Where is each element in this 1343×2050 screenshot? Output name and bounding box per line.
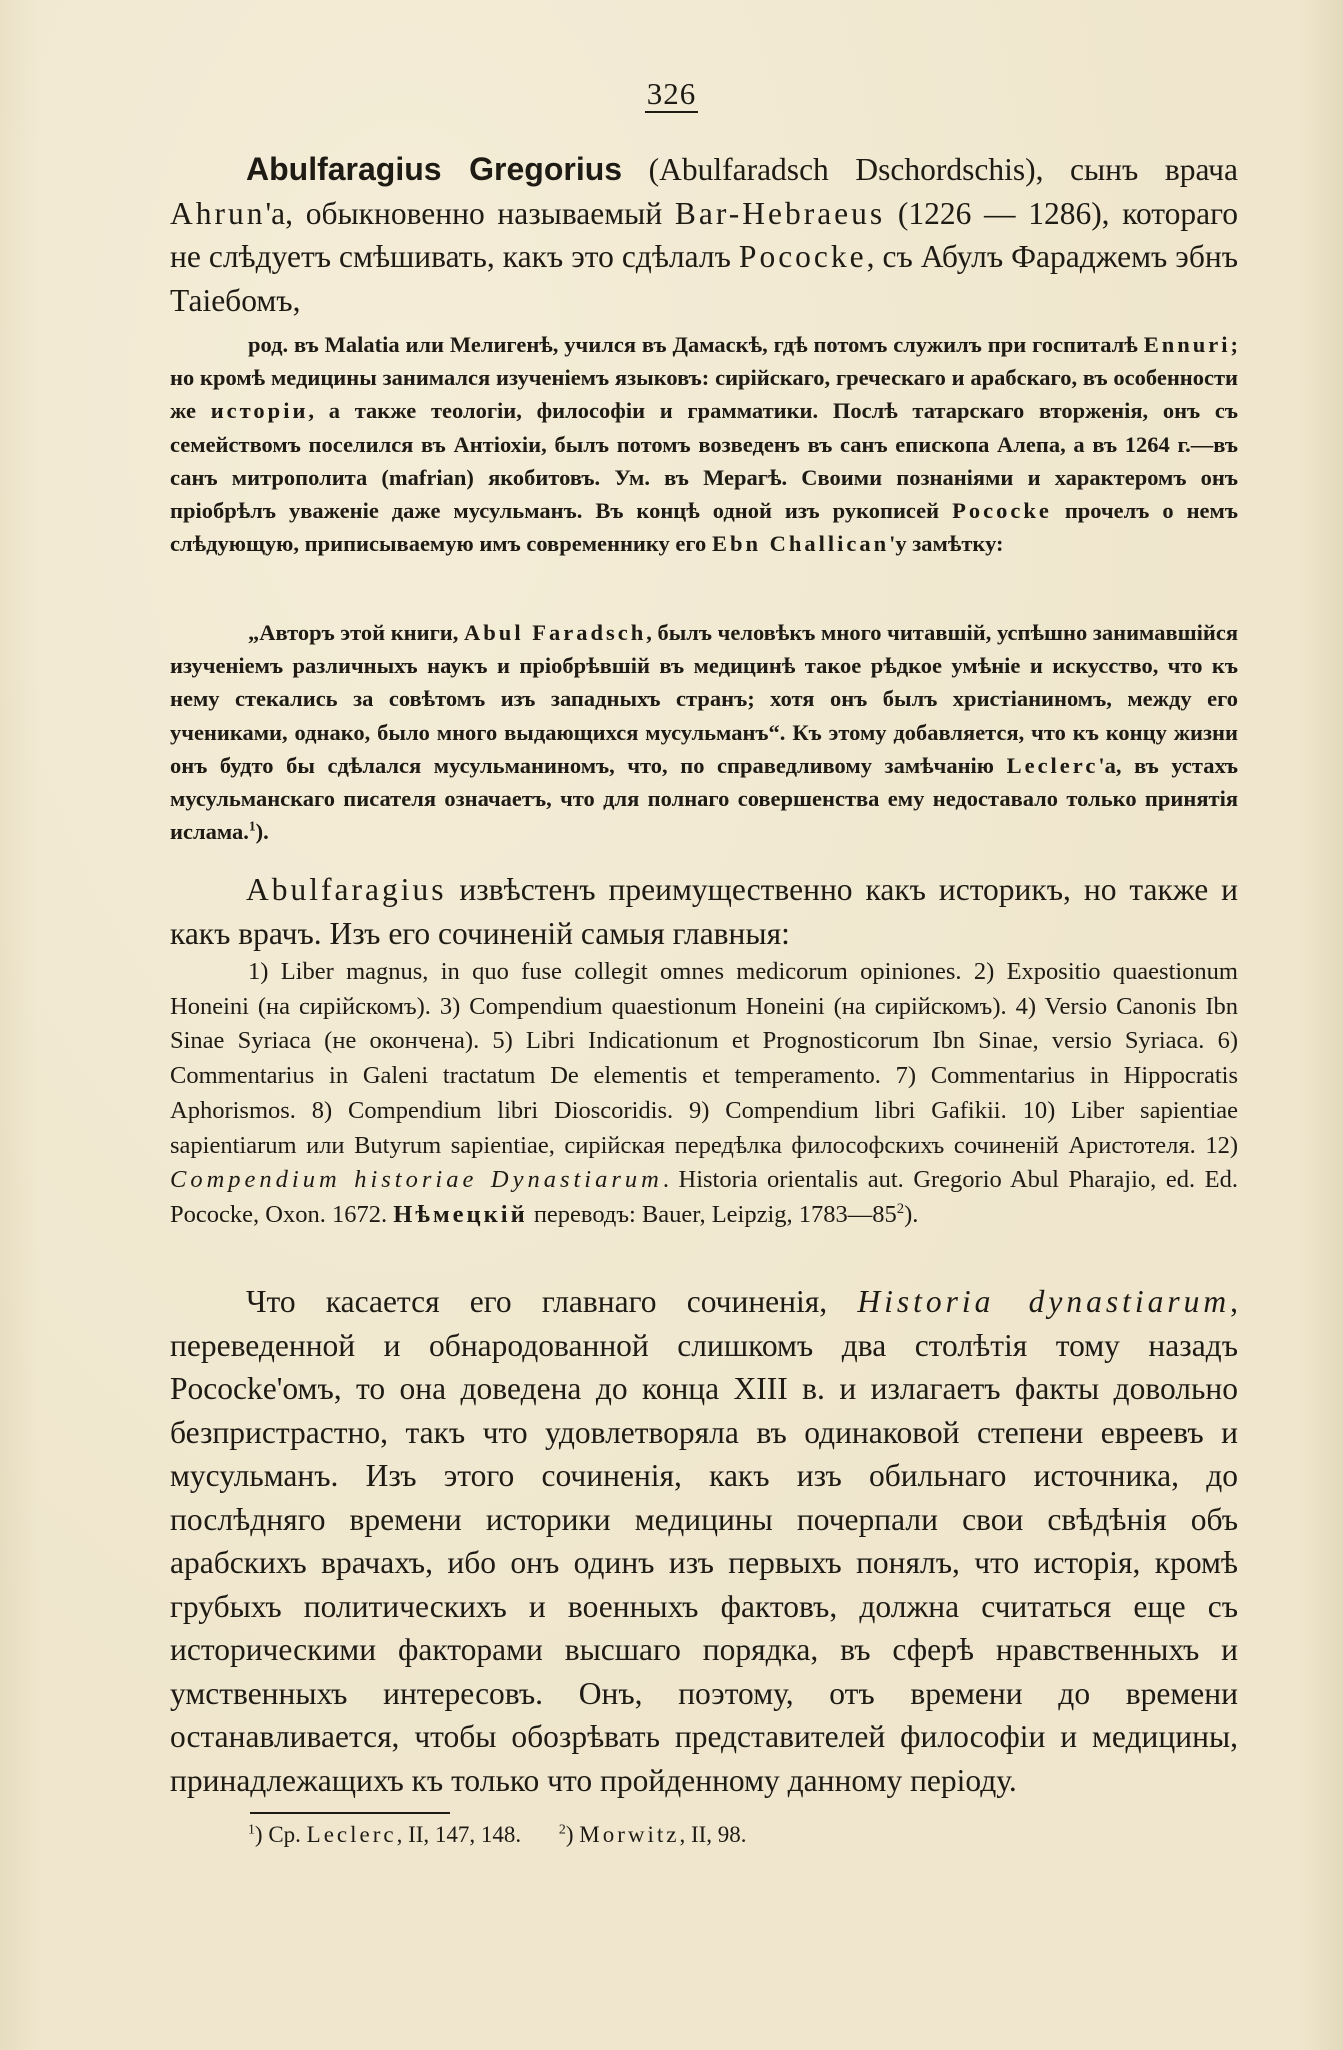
- historia-text-b: , переведенной и обнародованной слишкомъ два столѣтія тому назадъ Pococke'омъ, то она доведена до конца XIII в. и излагаетъ факты довольно безпристрастно, такъ что удовлетворяла въ одинаковой степени евреевъ и мусульманъ. Изъ этого сочиненія, какъ изъ обильнаго источника, до послѣдняго времени историки медицины почерпали свои свѣдѣнія объ арабскихъ врачахъ, ибо онъ одинъ изъ первыхъ понялъ, что исторія, кромѣ грубыхъ политическихъ и военныхъ фактовъ, должна считаться еще съ историческими факторами высшаго порядка, въ сферѣ нравственныхъ и умственныхъ интересовъ. Онъ, поэтому, отъ времени до времени останавливается, чтобы обозрѣвать представителей философіи и медицины, принадлежащихъ къ только что пройденному данному періоду.: [170, 1284, 1238, 1798]
- footnote-2: [559, 1822, 747, 1847]
- footnote-1: [248, 1822, 521, 1847]
- abul-faradsch-name: Abul Faradsch: [464, 620, 647, 645]
- ennuri-name: Ennuri: [1143, 332, 1231, 357]
- footnotes: [248, 1818, 1148, 1852]
- works-list-paragraph: [170, 955, 1238, 1233]
- bio-text-a: род. въ Malatia или Мелигенѣ, учился въ Дамаскѣ, гдѣ потомъ служилъ при госпиталѣ: [248, 332, 1144, 357]
- works-text-d: ).: [904, 1200, 919, 1228]
- bar-hebraeus-name: Bar-Hebraeus: [674, 195, 886, 231]
- works-intro-paragraph: [170, 868, 1238, 955]
- leclerc-name: Leclerc: [1006, 752, 1099, 778]
- bio-text-d: прочелъ о немъ слѣдующую, приписываемую имъ современнику его: [170, 498, 1238, 557]
- footnote-2-text-b: , II, 98.: [679, 1822, 747, 1847]
- intro-text-c: (1226 — 1286), котораго не слѣдуетъ смѣшивать, какъ это сдѣлалъ: [170, 195, 1238, 274]
- footnote-2-text-a: ): [565, 1822, 580, 1847]
- works-intro-text: извѣстенъ преимущественно какъ историкъ, но также и какъ врачъ. Изъ его сочиненій самыя главныя:: [170, 872, 1238, 951]
- biography-paragraph: [170, 328, 1238, 560]
- pococke-name-2: Pococke: [952, 498, 1052, 524]
- nemetsky-word: Нѣмецкій: [393, 1200, 528, 1228]
- works-text-c: переводъ: Bauer, Leipzig, 1783—85: [527, 1200, 897, 1228]
- works-text-a: 1) Liber magnus, in quo fuse collegit omnes medicorum opiniones. 2) Expositio quaestionum Honeini (на сирійскомъ). 3) Compendium quaestionum Honeini (на сирійскомъ). 4) Versio Canonis Ibn Sinae Syriaca (не окончена). 5) Libri Indicationum et Prognosticorum Ibn Sinae, versio Syriaca. 6) Commentarius in Galeni tractatum De elementis et temperamento. 7) Commentarius in Hippocratis Aphorismos. 8) Compendium libri Dioscoridis. 9) Compendium libri Gafikii. 10) Liber sapientiae sapientiarum или Butyrum sapientiae, сирійская передѣлка философскихъ сочиненій Аристотеля. 12): [170, 958, 1238, 1159]
- footnote-1-author: Leclerc: [306, 1822, 397, 1847]
- footnote-divider: [250, 1812, 450, 1814]
- page-number: [0, 76, 1343, 113]
- ahrun-name: Ahrun: [170, 195, 266, 231]
- footnote-ref-1: 1: [248, 818, 256, 834]
- historia-title: Historia dynastiarum: [857, 1284, 1231, 1319]
- page-number-text: 326: [646, 76, 697, 111]
- quote-text-b: , былъ человѣкъ много читавшій, успѣшно занимавшійся изученіемъ различныхъ наукъ и пріобрѣвшій въ медицинѣ такое рѣдкое умѣніе и искусство, что къ нему стекались за совѣтомъ изъ западныхъ странъ; хотя онъ былъ христіаниномъ, между его учениками, однако, было много выдающихся мусульманъ“. Къ этому добавляется, что къ концу жизни онъ будто бы сдѣлался мусульманиномъ, что, по справедливому замѣчанію: [170, 620, 1239, 778]
- quote-text-c: 'а, въ устахъ мусульманскаго писателя означаетъ, что для полнаго совершенства ему недоставало только принятія ислама.: [170, 752, 1238, 845]
- footnote-ref-2: 2: [896, 1200, 905, 1217]
- compendium-title: Compendium historiae Dynastiarum: [170, 1166, 663, 1194]
- intro-text-d: , съ Абулъ Фараджемъ эбнъ Таіебомъ,: [170, 239, 1238, 318]
- bio-text-b: ; но кромѣ медицины занимался изученіемъ языковъ: сирійскаго, греческаго и арабскаго, въ особенности же: [170, 332, 1238, 424]
- historia-text-a: Что касается его главнаго сочиненія,: [246, 1284, 858, 1319]
- footnote-1-text-b: , II, 147, 148.: [396, 1822, 522, 1847]
- intro-text-a: (Abulfaradsch Dschordschis), сынъ врача: [622, 152, 1238, 187]
- footnote-2-author: Morwitz: [579, 1822, 680, 1847]
- historia-paragraph: [170, 1280, 1238, 1802]
- footnote-2-mark: 2: [558, 1821, 566, 1837]
- quotation-paragraph: [170, 616, 1238, 848]
- ebn-challican-name: Ebn Challican: [711, 531, 890, 557]
- works-text-b: . Historia orientalis aut. Gregorio Abul Pharajio, ed. Ed. Pococke, Oxon. 1672.: [170, 1166, 1238, 1228]
- pococke-name: Pococke: [738, 239, 867, 274]
- subject-name: Abulfaragius Gregorius: [246, 151, 623, 187]
- abulfaragius-name: Abulfaragius: [246, 872, 447, 907]
- footnote-1-mark: 1: [248, 1821, 255, 1837]
- quote-text-d: ).: [255, 819, 269, 845]
- bio-text-c: , а также теологіи, философіи и грамматики. Послѣ татарскаго вторженія, онъ съ семействомъ поселился въ Антіохіи, былъ потомъ возведенъ въ санъ епископа Алепа, а въ 1264 г.—въ санъ митрополита (mafrian) якобитовъ. Ум. въ Мерагѣ. Своими познаніями и характеромъ онъ пріобрѣлъ уваженіе даже мусульманъ. Въ концѣ одной изъ рукописей: [170, 398, 1238, 524]
- bio-text-e: 'у замѣтку:: [889, 531, 1004, 557]
- istorii-word: исторіи: [210, 398, 309, 424]
- footnote-1-text-a: ) Cp.: [254, 1822, 307, 1847]
- intro-text-b: 'а, обыкновенно называемый: [265, 195, 675, 231]
- quote-text-a: „Авторъ этой книги,: [248, 620, 465, 645]
- intro-paragraph: [170, 148, 1238, 322]
